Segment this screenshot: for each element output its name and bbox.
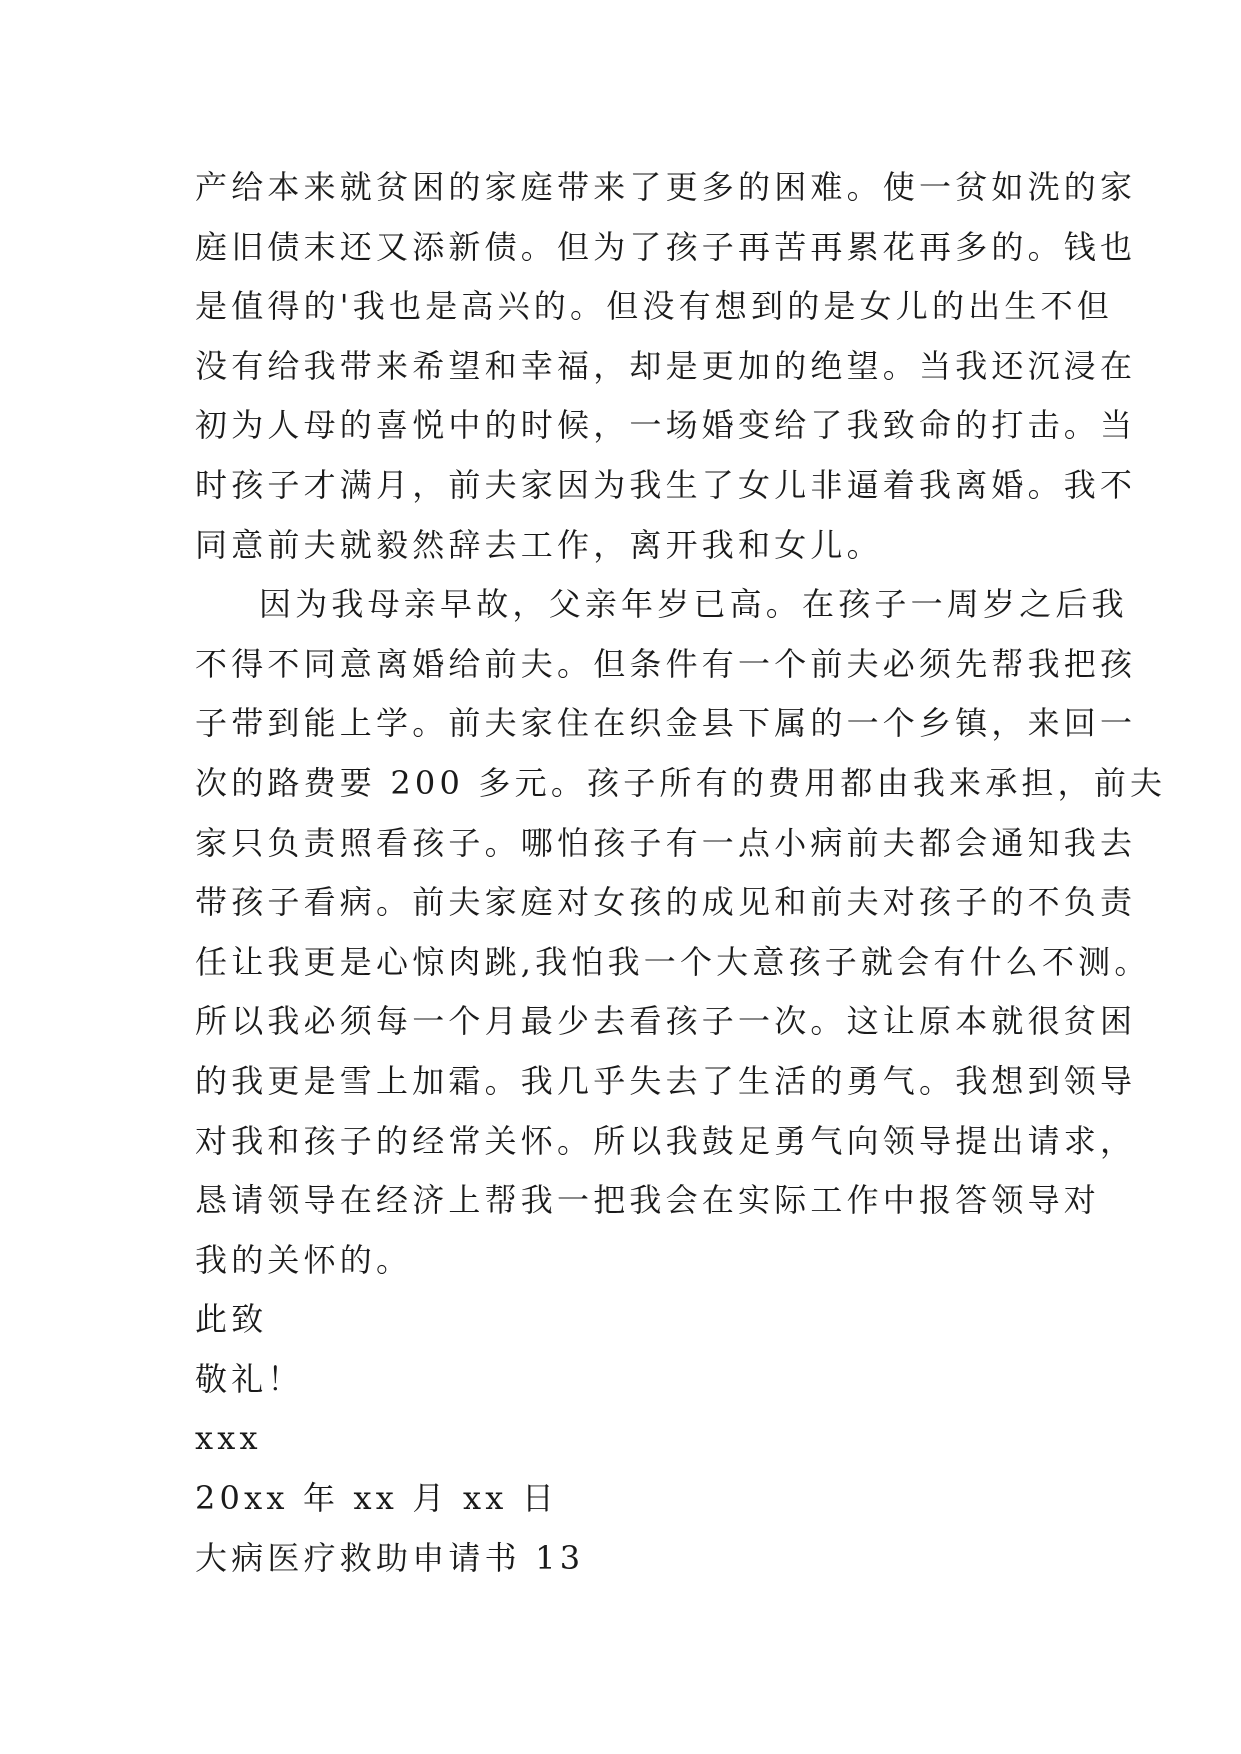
body-line: 所以我必须每一个月最少去看孩子一次。这让原本就很贫困 bbox=[195, 1002, 1137, 1041]
body-line: 同意前夫就毅然辞去工作，离开我和女儿。 bbox=[195, 525, 883, 564]
body-line: 恳请领导在经济上帮我一把我会在实际工作中报答领导对 bbox=[195, 1181, 1101, 1220]
body-line: 产给本来就贫困的家庭带来了更多的困难。使一贫如洗的家 bbox=[195, 168, 1137, 206]
body-line: 是值得的'我也是高兴的。但没有想到的是女儿的出生不但 bbox=[195, 287, 1113, 326]
body-line: 任让我更是心惊肉跳,我怕我一个大意孩子就会有什么不测。 bbox=[195, 942, 1151, 981]
date-line: 20xx 年 xx 月 xx 日 bbox=[195, 1479, 559, 1518]
salutation-jing-li: 敬礼！ bbox=[195, 1359, 304, 1398]
next-document-title: 大病医疗救助申请书 13 bbox=[195, 1538, 585, 1577]
signature: xxx bbox=[195, 1419, 262, 1458]
salutation-ci-zhi: 此致 bbox=[195, 1300, 268, 1339]
body-line: 不得不同意离婚给前夫。但条件有一个前夫必须先帮我把孩 bbox=[195, 644, 1137, 683]
body-line: 的我更是雪上加霜。我几乎失去了生活的勇气。我想到领导 bbox=[195, 1061, 1137, 1100]
body-line: 没有给我带来希望和幸福，却是更加的绝望。当我还沉浸在 bbox=[195, 346, 1137, 385]
body-line: 家只负责照看孩子。哪怕孩子有一点小病前夫都会通知我去 bbox=[195, 823, 1137, 862]
body-line: 我的关怀的。 bbox=[195, 1240, 413, 1279]
body-line: 次的路费要 200 多元。孩子所有的费用都由我来承担，前夫 bbox=[195, 763, 1167, 802]
paragraph-start-line: 因为我母亲早故，父亲年岁已高。在孩子一周岁之后我 bbox=[259, 585, 1128, 624]
letter-body bbox=[195, 158, 1167, 1588]
body-line: 初为人母的喜悦中的时候，一场婚变给了我致命的打击。当 bbox=[195, 406, 1137, 445]
body-line: 对我和孩子的经常关怀。所以我鼓足勇气向领导提出请求， bbox=[195, 1121, 1137, 1160]
body-line: 时孩子才满月，前夫家因为我生了女儿非逼着我离婚。我不 bbox=[195, 465, 1137, 504]
body-line: 带孩子看病。前夫家庭对女孩的成见和前夫对孩子的不负责 bbox=[195, 883, 1137, 922]
body-line: 子带到能上学。前夫家住在织金县下属的一个乡镇，来回一 bbox=[195, 704, 1137, 743]
body-line: 庭旧债末还又添新债。但为了孩子再苦再累花再多的。钱也 bbox=[195, 227, 1137, 266]
